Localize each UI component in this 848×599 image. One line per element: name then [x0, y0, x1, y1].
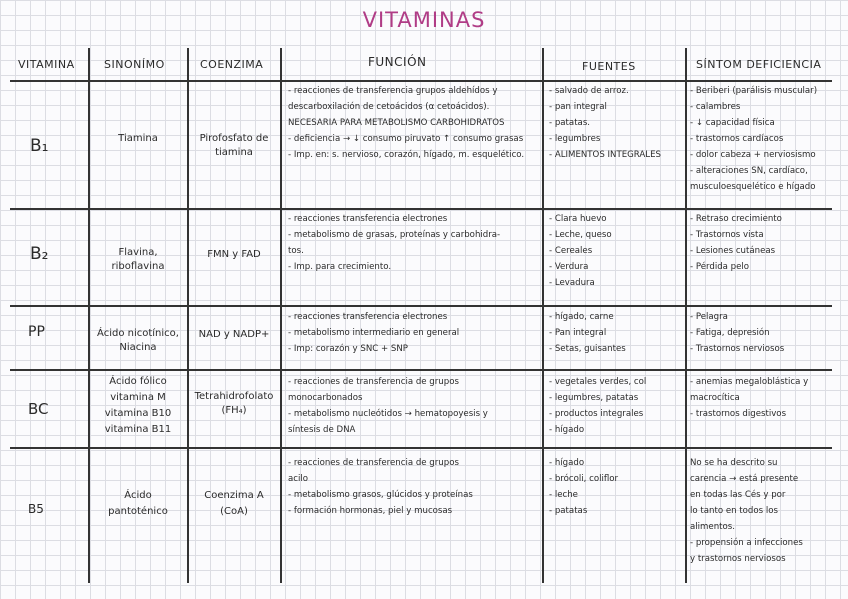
sources-list: - salvado de arroz. - pan integral - patatas. - legumbres - ALIMENTOS INTEGRALES [549, 86, 661, 160]
row-divider [10, 305, 832, 307]
vitamin-name: PP [28, 324, 45, 340]
coenzyme: Tetrahidrofolato (FH₄) [194, 391, 274, 416]
vitamin-name: B5 [28, 502, 44, 516]
synonym: Tiamina [118, 133, 158, 144]
coenzyme: FMN y FAD [207, 249, 261, 260]
symptoms-list: - Retraso crecimiento - Trastornos vista - Lesiones cutáneas - Pérdida pelo [690, 214, 782, 272]
function-list: - reacciones transferencia electrones - metabolismo intermediario en general - Imp: corazón y SNC + SNP [288, 312, 460, 354]
vitamin-name: BC [28, 400, 49, 418]
sources-list: - hígado - brócoli, coliflor - leche - patatas [549, 458, 619, 516]
vitamin-name: B₂ [30, 244, 49, 264]
sources-list: - Clara huevo - Leche, queso - Cereales - Verdura - Levadura [549, 214, 612, 288]
sources-list: - vegetales verdes, col - legumbres, patatas - productos integrales - hígado [549, 377, 647, 435]
header-sintomas: SÍNTOM DEFICIENCIA [696, 58, 822, 71]
column-divider [280, 48, 282, 583]
row-divider [10, 208, 832, 210]
synonym: Ácido fólico vitamina M vitamina B10 vitamina B11 [104, 376, 172, 435]
page-title: VITAMINAS [362, 8, 486, 32]
coenzyme: NAD y NADP+ [198, 329, 270, 340]
header-fuentes: FUENTES [582, 60, 636, 73]
function-list: - reacciones de transferencia de grupos acilo - metabolismo grasos, glúcidos y proteínas - formación hormonas, piel y mucosas [288, 458, 473, 516]
function-list: - reacciones de transferencia grupos aldehídos y descarboxilación de cetoácidos (α cetoácidos). NECESARIA PARA METABOLISMO CARBOHIDRATOS - deficiencia → ↓ consumo piruvato ↑ consumo grasas - Imp. en: s. nervioso, corazón, hígado, m. esquelético. [288, 86, 525, 160]
synonym: Ácido pantoténico [108, 490, 168, 517]
symptoms-list: - Beriberi (parálisis muscular) - calambres - ↓ capacidad física - trastornos cardíacos - dolor cabeza + nerviosismo - alteraciones SN, cardíaco, musculoesquelético e hígado [690, 86, 818, 192]
coenzyme: Coenzima A (CoA) [204, 490, 264, 517]
synonym: Flavina, riboflavina [111, 247, 165, 272]
vitamin-name: B₁ [30, 136, 49, 156]
row-divider [10, 369, 832, 371]
sources-list: - hígado, carne - Pan integral - Setas, guisantes [549, 312, 626, 354]
header-funcion: FUNCIÓN [368, 55, 427, 69]
column-divider [542, 48, 544, 583]
header-vitamina: VITAMINA [18, 58, 75, 71]
column-divider [685, 48, 687, 583]
function-list: - reacciones de transferencia de grupos monocarbonados - metabolismo nucleótidos → hematopoyesis y síntesis de DNA [288, 377, 488, 435]
symptoms-list: - Pelagra - Fatiga, depresión - Trastornos nerviosos [690, 312, 785, 354]
synonym: Ácido nicotínico, Niacina [97, 328, 179, 353]
header-sinonimo: SINONÍMO [104, 58, 165, 71]
column-divider [88, 48, 90, 583]
symptoms-list: - anemias megaloblástica y macrocítica - trastornos digestivos [690, 377, 809, 419]
symptoms-list: No se ha descrito su carencia → está presente en todas las Cés y por lo tanto en todos los alimentos. - propensión a infecciones y trastornos nerviosos [690, 458, 803, 564]
row-divider [10, 80, 832, 82]
row-divider [10, 447, 832, 449]
header-coenzima: COENZIMA [200, 58, 264, 71]
coenzyme: Pirofosfato de tiamina [199, 133, 269, 158]
function-list: - reacciones transferencia electrones - metabolismo de grasas, proteínas y carbohidra- tos. - Imp. para crecimiento. [288, 214, 501, 272]
column-divider [187, 48, 189, 583]
